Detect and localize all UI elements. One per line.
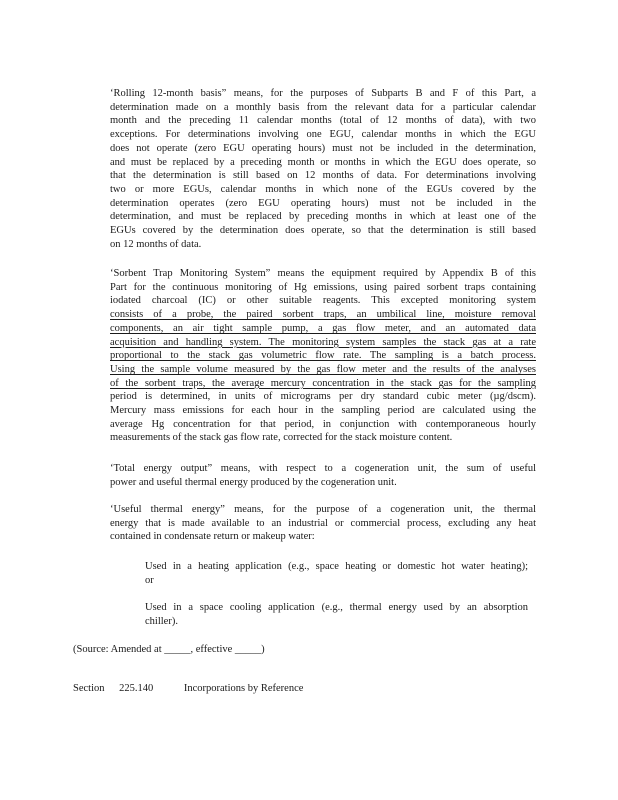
definition-total-energy-output: [110, 462, 536, 489]
inserted-text-line: proportional to the stack gas volumetric flow rate. The sampling is a batch process.: [110, 350, 536, 362]
section-label: Section: [73, 683, 105, 694]
text-line: on 12 months of data.: [110, 238, 202, 250]
text-line: iodated charcoal (IC) or other suitable reagents. This excepted monitoring system: [110, 295, 536, 307]
text-line: EGUs covered by the determination does operate, so that the determination is still based: [110, 225, 536, 237]
source-note-text: (Source: Amended at _____, effective _____): [73, 644, 265, 655]
text-line: determination, and must be replaced by preceding months in which at least one of the: [110, 211, 536, 223]
text-line: ‘Sorbent Trap Monitoring System” means the equipment required by Appendix B of this: [110, 268, 536, 279]
useful-thermal-item-cooling: [145, 601, 528, 628]
section-title: Incorporations by Reference: [183, 683, 304, 694]
text-line: exceptions. For determinations involving one EGU, calendar months in which the EGU: [110, 129, 536, 141]
inserted-text-line: Using the sample volume measured by the gas flow meter and the results of the analyses: [110, 363, 536, 375]
text-line: average Hg concentration for that period, in conjunction with contemporaneous hourly: [110, 418, 536, 430]
source-note: [73, 643, 265, 657]
text-line: two or more EGUs, calendar months in which none of the EGUs covered by the: [110, 183, 536, 195]
useful-thermal-item-heating: [145, 560, 528, 587]
text-line: Used in a heating application (e.g., space heating or domestic hot water heating);: [145, 561, 528, 572]
text-line: contained in condensate return or makeup water:: [110, 531, 315, 543]
definition-rolling-12-month-basis: [110, 87, 536, 251]
text-line: Part for the continuous monitoring of Hg emissions, using paired sorbent traps containing: [110, 281, 536, 293]
text-line: does not operate (zero EGU operating hours) must not be included in the determination,: [110, 142, 536, 154]
section-heading: [73, 682, 303, 696]
text-line: determination made on a monthly basis from the relevant data for a particular calendar: [110, 101, 536, 113]
text-line: power and useful thermal energy produced by the cogeneration unit.: [110, 476, 397, 488]
section-number: 225.140: [119, 683, 154, 694]
text-line: energy that is made available to an industrial or commercial process, excluding any heat: [110, 517, 536, 529]
text-line: that the determination is still based on 12 months of data. For determinations involving: [110, 170, 536, 182]
inserted-text-line: consists of a probe, the paired sorbent traps, an umbilical line, moisture removal: [110, 309, 536, 321]
text-line: ‘Rolling 12-month basis” means, for the purposes of Subparts B and F of this Part, a: [110, 88, 536, 99]
text-line: ‘Useful thermal energy” means, for the purpose of a cogeneration unit, the thermal: [110, 504, 536, 515]
text-line: and must be replaced by a preceding month or months in which the EGU does operate, so: [110, 156, 536, 168]
text-line: chiller).: [145, 615, 178, 627]
text-line: period is determined, in units of micrograms per dry standard cubic meter (µg/dscm).: [110, 391, 536, 403]
inserted-text-line: components, an air tight sample pump, a gas flow meter, and an automated data: [110, 322, 536, 334]
text-line: Used in a space cooling application (e.g., thermal energy used by an absorption: [145, 602, 528, 613]
inserted-text-line: of the sorbent traps, the average mercury concentration in the stack gas for the sampling: [110, 377, 536, 389]
inserted-text-line: acquisition and handling system. The monitoring system samples the stack gas at a rate: [110, 336, 536, 348]
text-line: month and the preceding 11 calendar months (total of 12 months of data), with two: [110, 115, 536, 127]
definition-sorbent-trap-monitoring-system: [110, 267, 536, 445]
text-line: measurements of the stack gas flow rate, corrected for the stack moisture content.: [110, 432, 453, 444]
text-line: Mercury mass emissions for each hour in the sampling period are calculated using the: [110, 405, 536, 417]
text-line: ‘Total energy output” means, with respect to a cogeneration unit, the sum of useful: [110, 463, 536, 474]
text-line: determination operates (zero EGU operating hours) must not be included in the: [110, 197, 536, 209]
definition-useful-thermal-energy: [110, 503, 536, 544]
text-line: or: [145, 574, 154, 586]
